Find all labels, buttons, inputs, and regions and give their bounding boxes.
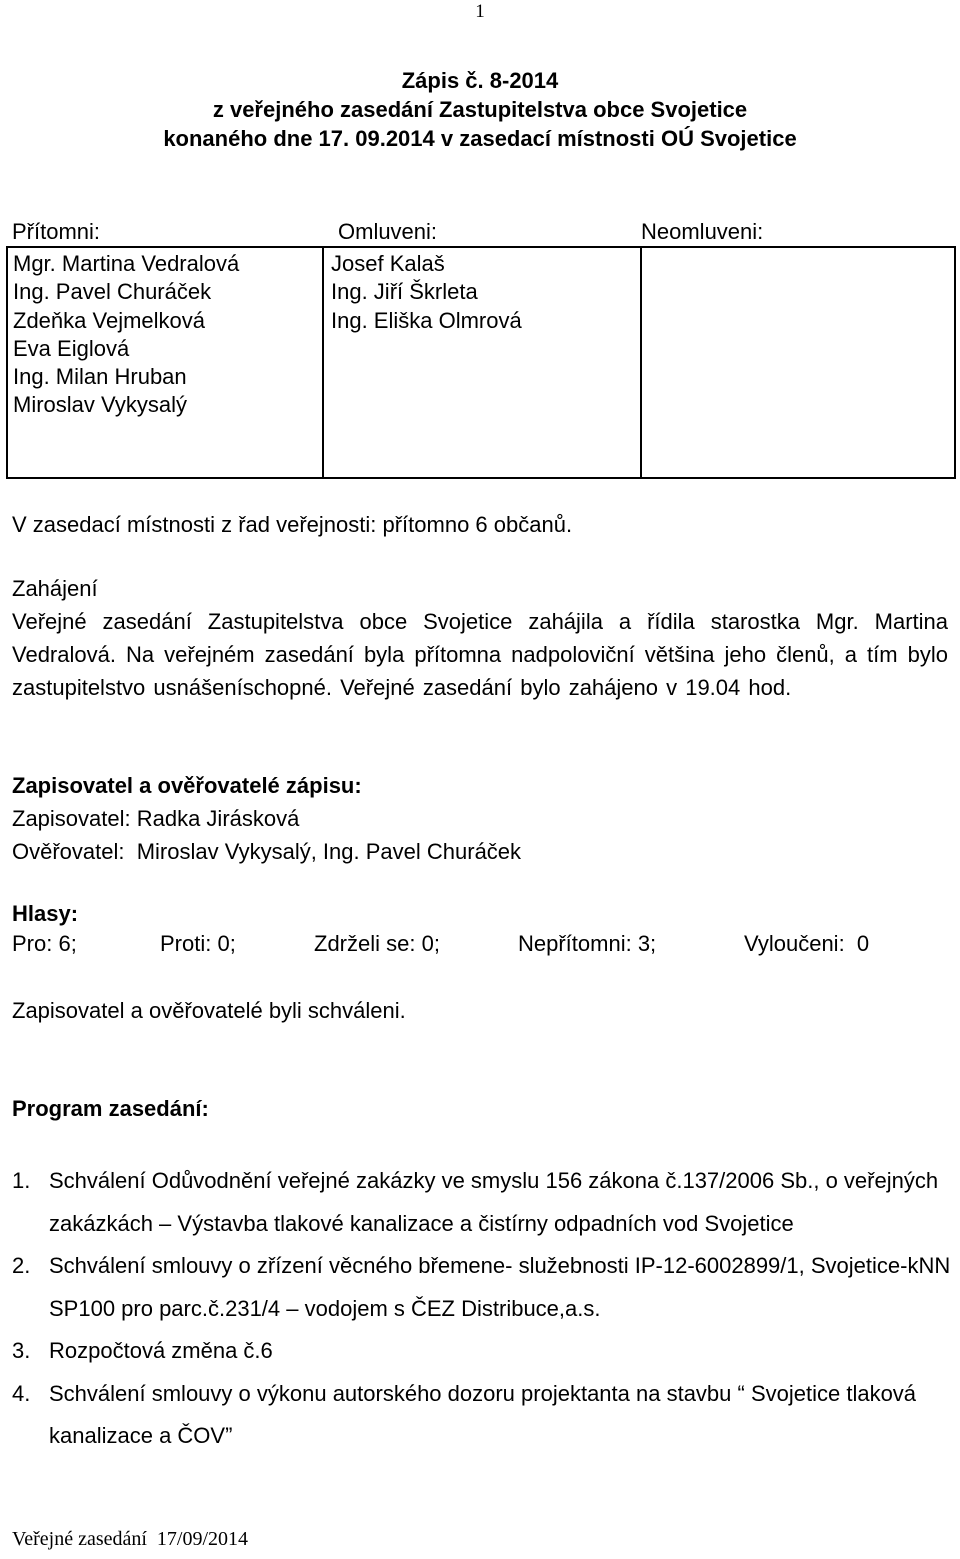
opening-paragraph: Veřejné zasedání Zastupitelstva obce Svojetice zahájila a řídila starostka Mgr. Martina Vedralová. Na veřejném zasedání byla přítomna nadpoloviční většina jeho členů, a tím bylo zastupitelstvo usnášeníschopné. Veřejné zasedání bylo zahájeno v 19.04 hod. (12, 609, 948, 700)
recorders-heading: Zapisovatel a ověřovatelé zápisu: (12, 773, 362, 798)
program-item (12, 1373, 952, 1458)
present-header: Přítomni: (12, 219, 101, 244)
votes-against: Proti: 0; (160, 931, 236, 956)
excused-member: Ing. Eliška Olmrová (331, 307, 522, 333)
program-item-text: Schválení Odůvodnění veřejné zakázky ve smyslu 156 zákona č.137/2006 Sb., o veřejných zakázkách – Výstavba tlakové kanalizace a čistírny odpadních vod Svojetice (49, 1168, 939, 1236)
page-number: 1 (475, 1, 485, 22)
title-line-1: Zápis č. 8-2014 (401, 68, 559, 93)
votes-heading: Hlasy: (12, 901, 79, 926)
present-member: Zdeňka Vejmelková (13, 307, 205, 333)
program-item-number: 4. (12, 1380, 31, 1406)
program-item (12, 1160, 952, 1245)
votes-excluded: Vyloučeni: 0 (744, 931, 870, 956)
page-footer: Veřejné zasedání 17/09/2014 (12, 1528, 249, 1550)
excused-member: Josef Kalaš (331, 251, 445, 276)
program-item (12, 1245, 952, 1330)
unexcused-header: Neomluveni: (641, 219, 764, 244)
opening-heading: Zahájení (12, 576, 98, 601)
excused-member: Ing. Jiří Škrleta (331, 279, 478, 305)
attendance-headers (12, 219, 952, 247)
present-member: Mgr. Martina Vedralová (13, 251, 240, 276)
present-member: Ing. Pavel Churáček (13, 279, 212, 305)
public-attendance: V zasedací místnosti z řad veřejnosti: přítomno 6 občanů. (12, 512, 573, 537)
document-title (0, 66, 960, 153)
program-item-text: Rozpočtová změna č.6 (49, 1338, 273, 1363)
program-item-text: Schválení smlouvy o výkonu autorského dozoru projektanta na stavbu “ Svojetice tlaková kanalizace a ČOV” (49, 1380, 917, 1448)
votes-row (12, 931, 952, 961)
votes-for: Pro: 6; (12, 931, 77, 956)
program-item-number: 3. (12, 1338, 31, 1363)
title-line-3: konaného dne 17. 09.2014 v zasedací místnosti OÚ Svojetice (163, 126, 797, 151)
program-item-number: 1. (12, 1168, 31, 1193)
program-item-number: 2. (12, 1253, 31, 1278)
excused-header: Omluveni: (338, 219, 438, 244)
title-line-2: z veřejného zasedání Zastupitelstva obce Svojetice (212, 97, 748, 122)
attendance-table (6, 246, 956, 479)
program-heading: Program zasedání: (12, 1096, 209, 1121)
program-item (12, 1330, 952, 1373)
unexcused-list (640, 248, 954, 477)
votes-absent: Nepřítomni: 3; (518, 931, 657, 956)
present-list (8, 248, 322, 477)
approval-line: Zapisovatel a ověřovatelé byli schváleni. (12, 998, 406, 1023)
verifiers-line: Ověřovatel: Miroslav Vykysalý, Ing. Pavel Churáček (12, 839, 522, 864)
program-item-text: Schválení smlouvy o zřízení věcného břemene- služebnosti IP-12-6002899/1, Svojetice-kNN SP100 pro parc.č.231/4 – vodojem s ČEZ Distribuce,a.s. (49, 1253, 951, 1321)
recorder-line: Zapisovatel: Radka Jirásková (12, 806, 300, 831)
program-list (12, 1160, 952, 1458)
present-member: Ing. Milan Hruban (13, 364, 187, 390)
excused-list (322, 248, 640, 477)
votes-abstained: Zdrželi se: 0; (314, 931, 440, 956)
present-member: Eva Eiglová (13, 335, 130, 361)
present-member: Miroslav Vykysalý (13, 392, 187, 418)
